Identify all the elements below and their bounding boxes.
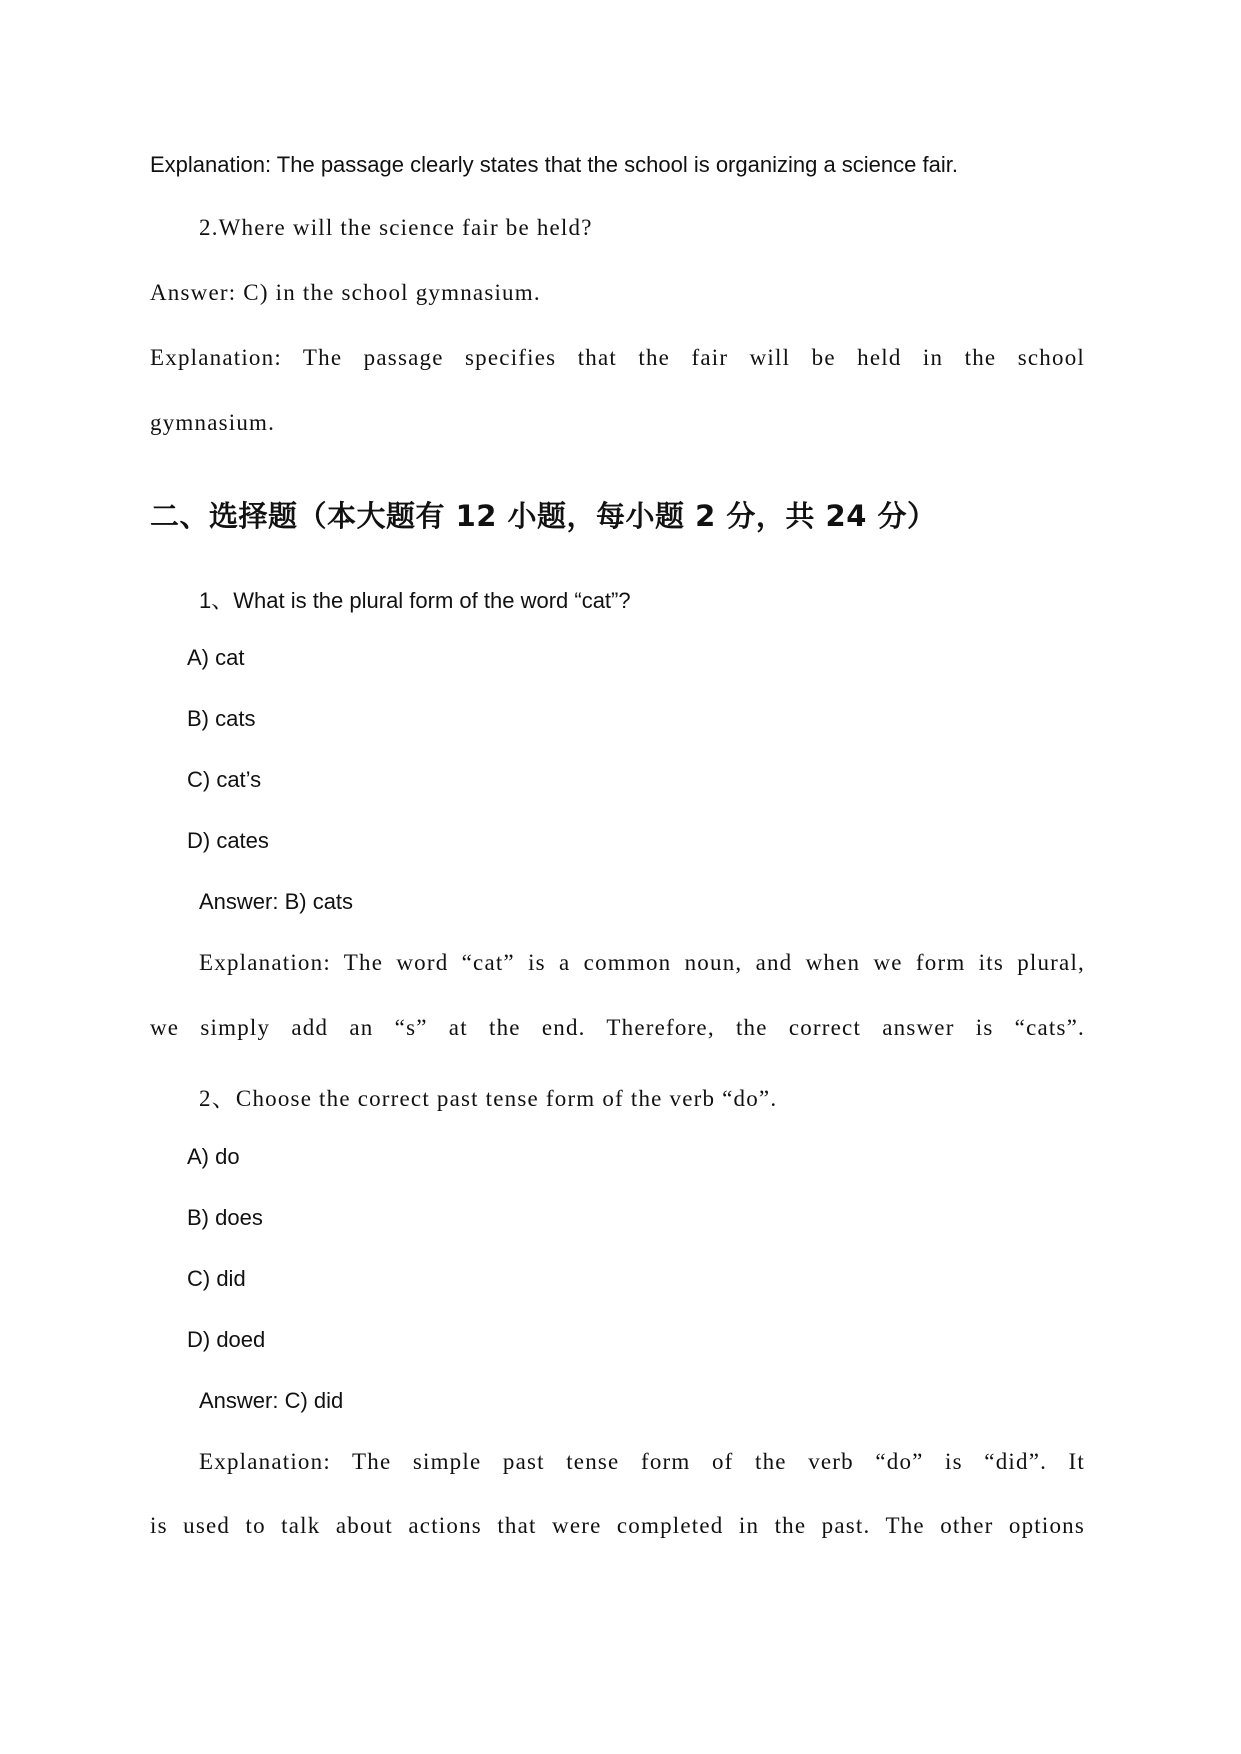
explanation-1: Explanation: The passage clearly states that the school is organizing a science fair. [150, 152, 958, 177]
mc-q1-explanation-line-2: we simply add an “s” at the end. Therefore, the correct answer is “cats”. [150, 1015, 1085, 1040]
mc-question-2-text: 2、Choose the correct past tense form of the verb “do”. [199, 1086, 778, 1111]
mc-q1-explanation-line-1: Explanation: The word “cat” is a common noun, and when we form its plural, [199, 950, 1085, 975]
answer-2: Answer: C) in the school gymnasium. [150, 280, 541, 305]
section-heading: 二、选择题（本大题有 12 小题，每小题 2 分，共 24 分） [150, 499, 937, 533]
mc-q1-option-a: A) cat [187, 645, 245, 670]
mc-question-1-text: 1、What is the plural form of the word “cat”? [199, 588, 631, 613]
explanation-2-line-2: gymnasium. [150, 410, 276, 435]
mc-q2-option-b: B) does [187, 1205, 263, 1230]
mc-q2-explanation-line-2: is used to talk about actions that were completed in the past. The other options [150, 1513, 1085, 1538]
mc-q2-option-a: A) do [187, 1144, 240, 1169]
mc-q1-answer: Answer: B) cats [199, 889, 354, 914]
mc-q1-option-d: D) cates [187, 828, 269, 853]
mc-q2-answer: Answer: C) did [199, 1388, 344, 1413]
mc-q2-option-c: C) did [187, 1266, 246, 1291]
explanation-2-line-1: Explanation: The passage specifies that the fair will be held in the school [150, 345, 1085, 370]
question-2-text: 2.Where will the science fair be held? [199, 215, 593, 240]
mc-q2-explanation-line-1: Explanation: The simple past tense form of the verb “do” is “did”. It [199, 1449, 1085, 1474]
mc-q1-option-c: C) cat’s [187, 767, 262, 792]
mc-q2-option-d: D) doed [187, 1327, 266, 1352]
mc-q1-option-b: B) cats [187, 706, 256, 731]
